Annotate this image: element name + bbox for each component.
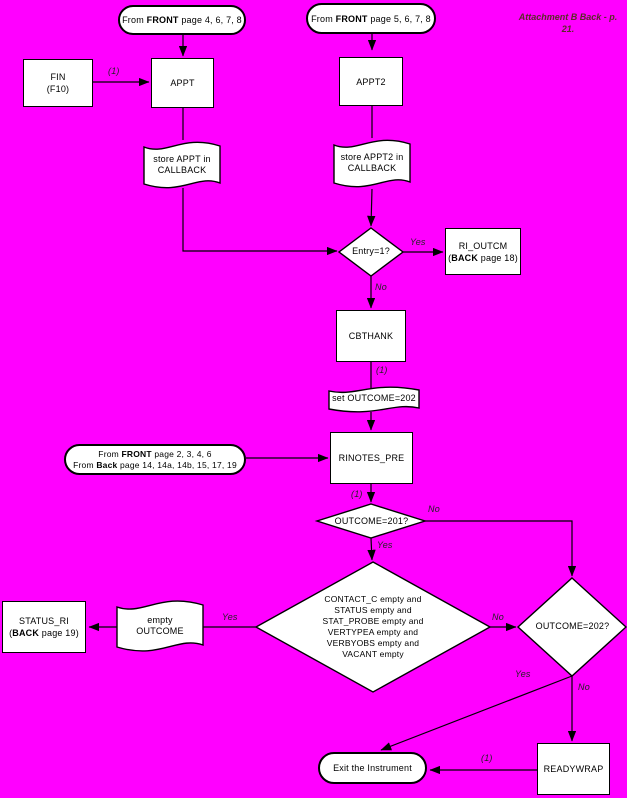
bigcheck-decision-label: CONTACT_C empty and STATUS empty and STAT_PROBE empty and VERTYPEA empty and VERBYOBS empty and VACANT empty: [322, 593, 424, 659]
edge-label-readywrap-exit: (1): [481, 753, 493, 763]
edge-o201-o202: [425, 521, 572, 576]
edge-label-o201-yes: Yes: [377, 540, 393, 550]
attachment-note: [513, 11, 623, 35]
set-outcome-document-label: set OUTCOME=202: [332, 393, 416, 404]
edge-label-o201-no: No: [428, 504, 440, 514]
exit-label: Exit the Instrument: [333, 763, 412, 773]
process-status-ri: STATUS_RI (BACK page 19): [2, 601, 86, 653]
from-oval-line1: From FRONT page 2, 3, 4, 6: [98, 448, 212, 459]
edge-label-entry-yes: Yes: [410, 237, 426, 247]
terminator-from-front-1: [118, 5, 246, 35]
edge-label-big-yes: Yes: [222, 612, 238, 622]
edge-o201-bigcheck: [371, 538, 372, 560]
edge-label-entry-no: No: [375, 282, 387, 292]
process-ri-outcm: RI_OUTCM (BACK page 18): [445, 228, 521, 275]
edge-store-entry: [183, 188, 337, 251]
edge-label-fin-appt: (1): [108, 66, 120, 76]
terminator-from-front-2: [306, 3, 436, 34]
terminator-from-front-2-label: From FRONT page 5, 6, 7, 8: [311, 13, 431, 24]
process-cbthank: CBTHANK: [336, 310, 406, 362]
store-appt2-document-label: store APPT2 in CALLBACK: [340, 151, 404, 173]
terminator-from-front-back: [64, 444, 246, 475]
attachment-note-line2: Back - p. 21.: [561, 12, 618, 34]
terminator-exit-instrument: [318, 752, 427, 784]
process-appt: APPT: [151, 58, 214, 108]
process-appt2: APPT2: [339, 57, 403, 106]
edge-label-o202-no: No: [578, 682, 590, 692]
outcome201-decision-label: OUTCOME=201?: [334, 515, 409, 526]
process-fin: FIN (F10): [23, 59, 93, 107]
outcome202-decision-label: OUTCOME=202?: [535, 620, 610, 631]
empty-outcome-document-label: empty OUTCOME: [136, 614, 184, 636]
from-oval-line2: From Back page 14, 14a, 14b, 15, 17, 19: [73, 459, 237, 470]
process-readywrap: READYWRAP: [537, 743, 610, 795]
edge-label-rinotes-o201: (1): [351, 489, 363, 499]
entry-decision-label: Entry=1?: [352, 246, 390, 257]
edge-store2-entry: [371, 189, 372, 226]
ri-outcm-line2: (BACK page 18): [448, 252, 518, 263]
edge-label-cbthank-set: (1): [376, 365, 388, 375]
edge-label-big-no: No: [492, 612, 504, 622]
attachment-note-line1: Attachment B: [518, 12, 578, 22]
status-ri-line2: (BACK page 19): [9, 628, 79, 638]
edge-o202-exit: [381, 676, 572, 750]
edge-label-o202-yes: Yes: [515, 669, 531, 679]
process-rinotes-pre: RINOTES_PRE: [330, 432, 413, 484]
terminator-from-front-1-label: From FRONT page 4, 6, 7, 8: [122, 15, 242, 25]
store-appt-document-label: store APPT in CALLBACK: [153, 153, 211, 175]
